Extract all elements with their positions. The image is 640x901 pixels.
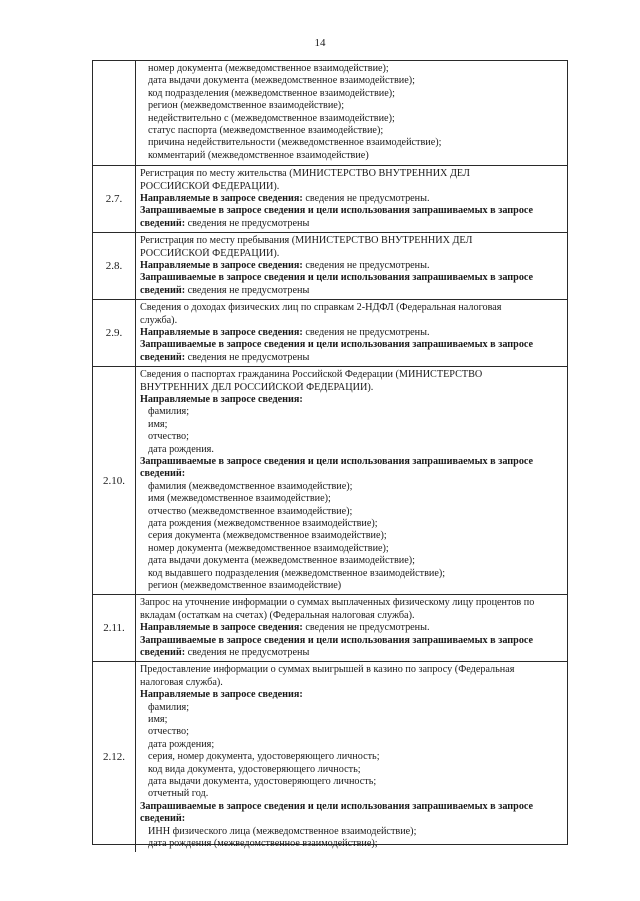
text-line: РОССИЙСКОЙ ФЕДЕРАЦИИ). bbox=[140, 180, 280, 192]
row-content bbox=[140, 168, 563, 230]
text-line: номер документа (межведомственное взаимодействие); bbox=[148, 63, 389, 74]
row-content bbox=[140, 63, 563, 162]
text-line: дата выдачи документа (межведомственное взаимодействие); bbox=[148, 555, 415, 567]
text-line: Сведения о паспортах гражданина Российской Федерации (МИНИСТЕРСТВО bbox=[140, 369, 483, 381]
text-line: служба). bbox=[140, 314, 178, 326]
table-row bbox=[93, 661, 567, 852]
table-row bbox=[93, 232, 567, 299]
text-line: отчество; bbox=[148, 726, 189, 738]
text-line: Запрашиваемые в запросе сведения и цели использования запрашиваемых в запросе bbox=[140, 339, 534, 351]
text-line: Предоставление информации о суммах выигрышей в казино по запросу (Федеральная bbox=[140, 664, 515, 676]
row-number: 2.12. bbox=[93, 662, 136, 852]
text-line: сведений: bbox=[140, 468, 186, 480]
table-row bbox=[93, 594, 567, 661]
text-line: отчетный год. bbox=[148, 788, 209, 800]
text-line: ИНН физического лица (межведомственное взаимодействие); bbox=[148, 825, 417, 837]
text-line: налоговая служба). bbox=[140, 676, 223, 688]
table-row bbox=[93, 366, 567, 594]
text-line: Регистрация по месту жительства (МИНИСТЕРСТВО ВНУТРЕННИХ ДЕЛ bbox=[140, 168, 470, 180]
text-line: Сведения о доходах физических лиц по справкам 2-НДФЛ (Федеральная налоговая bbox=[140, 302, 502, 314]
text-line: имя; bbox=[148, 418, 168, 430]
table-row bbox=[93, 299, 567, 366]
text-line: номер документа (межведомственное взаимодействие); bbox=[148, 542, 389, 554]
text-line: Запрашиваемые в запросе сведения и цели использования запрашиваемых в запросе bbox=[140, 272, 534, 284]
text-line: РОССИЙСКОЙ ФЕДЕРАЦИИ). bbox=[140, 247, 280, 259]
text-line: имя (межведомственное взаимодействие); bbox=[148, 493, 331, 505]
text-line: Направляемые в запросе сведения: bbox=[140, 394, 303, 405]
text-line: сведений: сведения не предусмотрены bbox=[140, 284, 310, 296]
text-line: регион (межведомственное взаимодействие); bbox=[148, 100, 345, 112]
table-row bbox=[93, 61, 567, 165]
text-line: дата рождения (межведомственное взаимодействие); bbox=[148, 518, 378, 530]
text-line: ВНУТРЕННИХ ДЕЛ РОССИЙСКОЙ ФЕДЕРАЦИИ). bbox=[140, 381, 374, 393]
row-content bbox=[140, 235, 563, 297]
text-line: серия документа (межведомственное взаимодействие); bbox=[148, 530, 387, 542]
text-line: отчество (межведомственное взаимодействие); bbox=[148, 505, 353, 517]
text-line: фамилия; bbox=[148, 406, 190, 418]
text-line: Запрашиваемые в запросе сведения и цели использования запрашиваемых в запросе bbox=[140, 634, 534, 646]
row-number: 2.8. bbox=[93, 233, 136, 299]
text-line: дата рождения; bbox=[148, 738, 215, 750]
text-line: сведений: сведения не предусмотрены bbox=[140, 647, 310, 659]
text-line: недействительно с (межведомственное взаимодействие); bbox=[148, 112, 395, 124]
text-line: статус паспорта (межведомственное взаимодействие); bbox=[148, 125, 384, 137]
row-number: 2.7. bbox=[93, 166, 136, 232]
row-content bbox=[140, 369, 563, 592]
row-content bbox=[140, 664, 563, 850]
text-line: код подразделения (межведомственное взаимодействие); bbox=[148, 87, 395, 99]
text-line: Запрашиваемые в запросе сведения и цели использования запрашиваемых в запросе bbox=[140, 205, 534, 217]
text-line: комментарий (межведомственное взаимодействие) bbox=[148, 149, 369, 161]
text-line: дата рождения (межведомственное взаимодействие); bbox=[148, 838, 378, 850]
text-line: сведений: сведения не предусмотрены bbox=[140, 351, 310, 363]
text-line: дата выдачи документа (межведомственное взаимодействие); bbox=[148, 75, 415, 87]
text-line: отчество; bbox=[148, 431, 189, 443]
text-line: код выдавшего подразделения (межведомственное взаимодействие); bbox=[148, 567, 446, 579]
row-number: 2.11. bbox=[93, 595, 136, 661]
table-row bbox=[93, 165, 567, 232]
text-line: Запрашиваемые в запросе сведения и цели использования запрашиваемых в запросе bbox=[140, 456, 534, 468]
text-line: Направляемые в запросе сведения: сведения не предусмотрены. bbox=[140, 193, 430, 204]
text-line: дата выдачи документа, удостоверяющего личность; bbox=[148, 776, 377, 788]
row-number bbox=[93, 61, 136, 165]
text-line: Запрос на уточнение информации о суммах выплаченных физическому лицу процентов по bbox=[140, 597, 535, 609]
text-line: Направляемые в запросе сведения: bbox=[140, 689, 303, 701]
text-line: сведений: сведения не предусмотрены bbox=[140, 217, 310, 229]
text-line: Запрашиваемые в запросе сведения и цели использования запрашиваемых в запросе bbox=[140, 800, 534, 812]
text-line: фамилия (межведомственное взаимодействие); bbox=[148, 480, 353, 492]
text-line: причина недействительности (межведомственное взаимодействие); bbox=[148, 137, 442, 149]
text-line: серия, номер документа, удостоверяющего личность; bbox=[148, 751, 380, 763]
page-number: 14 bbox=[314, 37, 326, 49]
text-line: фамилия; bbox=[148, 701, 190, 713]
text-line: регион (межведомственное взаимодействие) bbox=[148, 580, 342, 592]
row-content bbox=[140, 597, 563, 659]
text-line: Направляемые в запросе сведения: сведения не предусмотрены. bbox=[140, 622, 430, 634]
row-content bbox=[140, 302, 563, 364]
text-line: имя; bbox=[148, 714, 168, 726]
text-line: код вида документа, удостоверяющего личность; bbox=[148, 763, 361, 775]
text-line: вкладам (остаткам на счетах) (Федеральная налоговая служба). bbox=[140, 609, 415, 621]
text-line: Направляемые в запросе сведения: сведения не предусмотрены. bbox=[140, 260, 430, 271]
requirements-table bbox=[92, 60, 568, 850]
text-line: сведений: bbox=[140, 813, 186, 825]
text-line: дата рождения. bbox=[148, 443, 214, 455]
text-line: Направляемые в запросе сведения: сведения не предусмотрены. bbox=[140, 327, 430, 338]
row-number: 2.10. bbox=[93, 367, 136, 594]
row-number: 2.9. bbox=[93, 300, 136, 366]
text-line: Регистрация по месту пребывания (МИНИСТЕРСТВО ВНУТРЕННИХ ДЕЛ bbox=[140, 235, 473, 247]
